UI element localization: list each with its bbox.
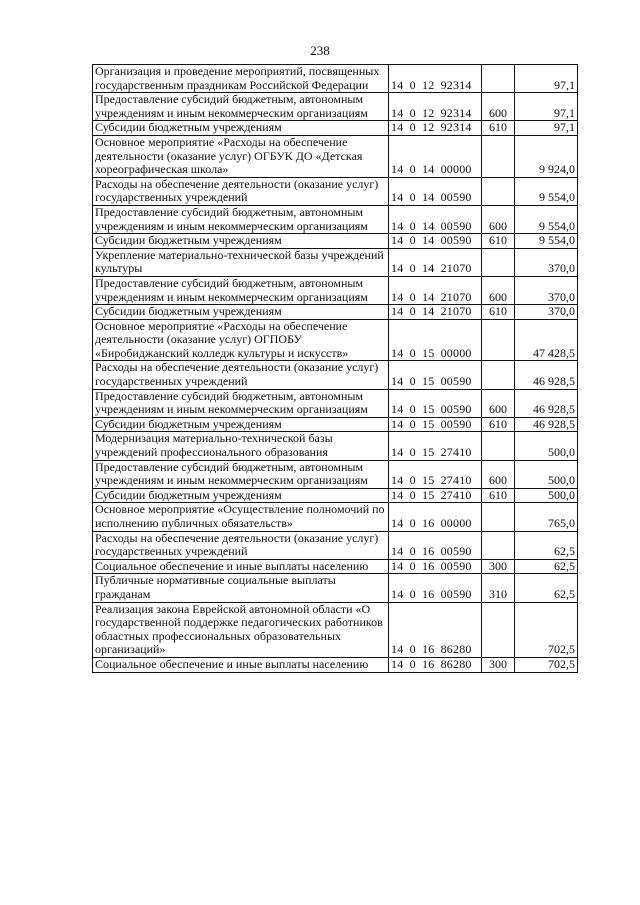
expense-type-code-cell bbox=[482, 248, 515, 276]
budget-table-body bbox=[93, 65, 578, 673]
expense-type-code-cell: 300 bbox=[482, 559, 515, 574]
table-row bbox=[93, 93, 578, 121]
expense-type-code-cell bbox=[482, 503, 515, 531]
target-article-code-cell: 14 0 12 92314 bbox=[389, 93, 482, 121]
expense-type-code-cell bbox=[482, 177, 515, 205]
amount-cell: 97,1 bbox=[515, 121, 578, 136]
expense-name-cell: Субсидии бюджетным учреждениям bbox=[93, 234, 389, 249]
expense-name-cell: Субсидии бюджетным учреждениям bbox=[93, 488, 389, 503]
table-row bbox=[93, 503, 578, 531]
expense-type-code-cell: 600 bbox=[482, 276, 515, 304]
table-row bbox=[93, 559, 578, 574]
amount-cell: 62,5 bbox=[515, 531, 578, 559]
target-article-code-cell: 14 0 14 00590 bbox=[389, 177, 482, 205]
target-article-code-cell: 14 0 15 27410 bbox=[389, 488, 482, 503]
expense-type-code-cell bbox=[482, 135, 515, 177]
expense-name-cell: Предоставление субсидий бюджетным, автономным учреждениям и иным некоммерческим организациям bbox=[93, 205, 389, 233]
table-row bbox=[93, 319, 578, 361]
expense-name-cell: Расходы на обеспечение деятельности (оказание услуг) государственных учреждений bbox=[93, 177, 389, 205]
target-article-code-cell: 14 0 14 21070 bbox=[389, 276, 482, 304]
amount-cell: 47 428,5 bbox=[515, 319, 578, 361]
table-row bbox=[93, 574, 578, 602]
target-article-code-cell: 14 0 14 00000 bbox=[389, 135, 482, 177]
expense-name-cell: Укрепление материально-технической базы учреждений культуры bbox=[93, 248, 389, 276]
expense-name-cell: Субсидии бюджетным учреждениям bbox=[93, 305, 389, 320]
expense-type-code-cell: 610 bbox=[482, 488, 515, 503]
target-article-code-cell: 14 0 14 00590 bbox=[389, 205, 482, 233]
target-article-code-cell: 14 0 16 00590 bbox=[389, 531, 482, 559]
table-row bbox=[93, 417, 578, 432]
amount-cell: 370,0 bbox=[515, 248, 578, 276]
target-article-code-cell: 14 0 15 27410 bbox=[389, 460, 482, 488]
expense-name-cell: Основное мероприятие «Расходы на обеспечение деятельности (оказание услуг) ОГПОБУ «Биробиджанский колледж культуры и искусств» bbox=[93, 319, 389, 361]
amount-cell: 370,0 bbox=[515, 276, 578, 304]
target-article-code-cell: 14 0 16 00590 bbox=[389, 574, 482, 602]
expense-name-cell: Предоставление субсидий бюджетным, автономным учреждениям и иным некоммерческим организациям bbox=[93, 389, 389, 417]
amount-cell: 370,0 bbox=[515, 305, 578, 320]
target-article-code-cell: 14 0 15 00000 bbox=[389, 319, 482, 361]
budget-table bbox=[92, 64, 578, 673]
table-row bbox=[93, 602, 578, 657]
expense-name-cell: Предоставление субсидий бюджетным, автономным учреждениям и иным некоммерческим организациям bbox=[93, 276, 389, 304]
table-row bbox=[93, 432, 578, 460]
expense-type-code-cell: 300 bbox=[482, 657, 515, 672]
target-article-code-cell: 14 0 15 00590 bbox=[389, 361, 482, 389]
amount-cell: 702,5 bbox=[515, 602, 578, 657]
amount-cell: 9 554,0 bbox=[515, 234, 578, 249]
amount-cell: 9 554,0 bbox=[515, 177, 578, 205]
expense-type-code-cell: 600 bbox=[482, 93, 515, 121]
table-row bbox=[93, 361, 578, 389]
expense-name-cell: Расходы на обеспечение деятельности (оказание услуг) государственных учреждений bbox=[93, 531, 389, 559]
amount-cell: 765,0 bbox=[515, 503, 578, 531]
table-row bbox=[93, 657, 578, 672]
expense-name-cell: Реализация закона Еврейской автономной области «О государственной поддержке педагогических работников областных профессиональных образовательных организаций» bbox=[93, 602, 389, 657]
expense-type-code-cell: 610 bbox=[482, 234, 515, 249]
amount-cell: 62,5 bbox=[515, 559, 578, 574]
table-row bbox=[93, 389, 578, 417]
expense-name-cell: Предоставление субсидий бюджетным, автономным учреждениям и иным некоммерческим организациям bbox=[93, 460, 389, 488]
amount-cell: 702,5 bbox=[515, 657, 578, 672]
expense-name-cell: Расходы на обеспечение деятельности (оказание услуг) государственных учреждений bbox=[93, 361, 389, 389]
target-article-code-cell: 14 0 15 00590 bbox=[389, 389, 482, 417]
expense-type-code-cell bbox=[482, 531, 515, 559]
amount-cell: 500,0 bbox=[515, 488, 578, 503]
amount-cell: 9 554,0 bbox=[515, 205, 578, 233]
table-row bbox=[93, 234, 578, 249]
target-article-code-cell: 14 0 16 86280 bbox=[389, 657, 482, 672]
table-row bbox=[93, 488, 578, 503]
expense-type-code-cell bbox=[482, 361, 515, 389]
expense-name-cell: Субсидии бюджетным учреждениям bbox=[93, 121, 389, 136]
target-article-code-cell: 14 0 16 00000 bbox=[389, 503, 482, 531]
amount-cell: 46 928,5 bbox=[515, 389, 578, 417]
amount-cell: 62,5 bbox=[515, 574, 578, 602]
expense-name-cell: Социальное обеспечение и иные выплаты населению bbox=[93, 657, 389, 672]
target-article-code-cell: 14 0 15 27410 bbox=[389, 432, 482, 460]
table-row bbox=[93, 205, 578, 233]
expense-type-code-cell: 610 bbox=[482, 417, 515, 432]
expense-type-code-cell: 600 bbox=[482, 389, 515, 417]
table-row bbox=[93, 135, 578, 177]
expense-name-cell: Организация и проведение мероприятий, посвященных государственным праздникам Российской Федерации bbox=[93, 65, 389, 93]
target-article-code-cell: 14 0 16 00590 bbox=[389, 559, 482, 574]
table-row bbox=[93, 531, 578, 559]
expense-name-cell: Социальное обеспечение и иные выплаты населению bbox=[93, 559, 389, 574]
target-article-code-cell: 14 0 15 00590 bbox=[389, 417, 482, 432]
target-article-code-cell: 14 0 16 86280 bbox=[389, 602, 482, 657]
table-row bbox=[93, 65, 578, 93]
expense-type-code-cell bbox=[482, 602, 515, 657]
table-row bbox=[93, 248, 578, 276]
target-article-code-cell: 14 0 14 00590 bbox=[389, 234, 482, 249]
expense-type-code-cell: 600 bbox=[482, 205, 515, 233]
expense-type-code-cell: 610 bbox=[482, 305, 515, 320]
expense-name-cell: Субсидии бюджетным учреждениям bbox=[93, 417, 389, 432]
expense-type-code-cell bbox=[482, 65, 515, 93]
table-row bbox=[93, 276, 578, 304]
expense-name-cell: Модернизация материально-технической базы учреждений профессионального образования bbox=[93, 432, 389, 460]
expense-type-code-cell: 600 bbox=[482, 460, 515, 488]
amount-cell: 97,1 bbox=[515, 93, 578, 121]
amount-cell: 9 924,0 bbox=[515, 135, 578, 177]
target-article-code-cell: 14 0 12 92314 bbox=[389, 65, 482, 93]
table-row bbox=[93, 305, 578, 320]
table-row bbox=[93, 177, 578, 205]
expense-name-cell: Основное мероприятие «Расходы на обеспечение деятельности (оказание услуг) ОГБУК ДО «Детская хореографическая школа» bbox=[93, 135, 389, 177]
amount-cell: 500,0 bbox=[515, 460, 578, 488]
expense-name-cell: Публичные нормативные социальные выплаты гражданам bbox=[93, 574, 389, 602]
amount-cell: 500,0 bbox=[515, 432, 578, 460]
expense-name-cell: Основное мероприятие «Осуществление полномочий по исполнению публичных обязательств» bbox=[93, 503, 389, 531]
expense-name-cell: Предоставление субсидий бюджетным, автономным учреждениям и иным некоммерческим организациям bbox=[93, 93, 389, 121]
amount-cell: 46 928,5 bbox=[515, 417, 578, 432]
expense-type-code-cell: 610 bbox=[482, 121, 515, 136]
amount-cell: 97,1 bbox=[515, 65, 578, 93]
expense-type-code-cell bbox=[482, 319, 515, 361]
target-article-code-cell: 14 0 14 21070 bbox=[389, 305, 482, 320]
page-number: 238 bbox=[310, 43, 330, 58]
target-article-code-cell: 14 0 12 92314 bbox=[389, 121, 482, 136]
amount-cell: 46 928,5 bbox=[515, 361, 578, 389]
expense-type-code-cell: 310 bbox=[482, 574, 515, 602]
expense-type-code-cell bbox=[482, 432, 515, 460]
table-row bbox=[93, 121, 578, 136]
target-article-code-cell: 14 0 14 21070 bbox=[389, 248, 482, 276]
table-row bbox=[93, 460, 578, 488]
